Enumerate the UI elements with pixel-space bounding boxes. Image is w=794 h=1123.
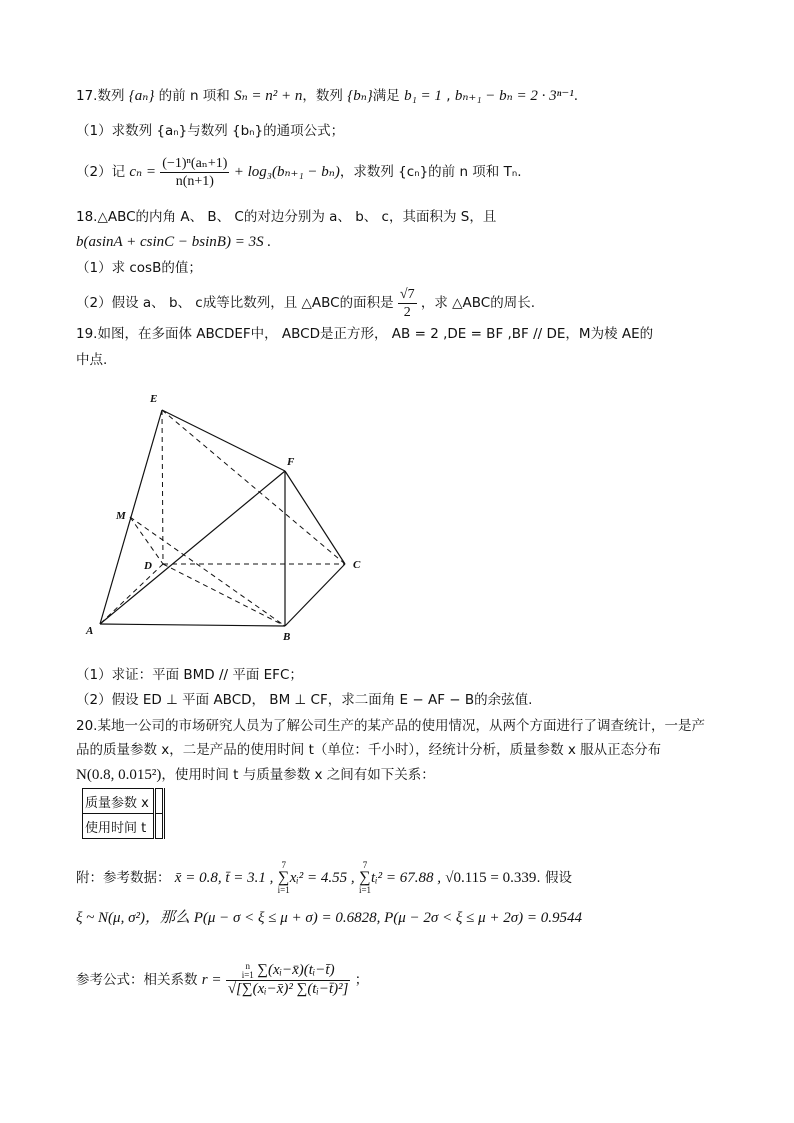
q20-normal-distribution: ξ ~ N(μ, σ²)，那么 P(μ − σ < ξ ≤ μ + σ) = 0.6828, P(μ − 2σ < ξ ≤ μ + 2σ) = 0.9544 xyxy=(76,910,583,926)
q20-relation-table xyxy=(82,788,165,839)
table-row xyxy=(83,789,164,814)
table-row xyxy=(83,814,164,839)
q19-statement-cont: 中点. xyxy=(76,352,108,368)
label-D: D xyxy=(144,560,152,572)
q17-statement: 17.数列 {aₙ} 的前 n 项和 Sₙ = n² + n，数列 {bₙ}满足 b₁ = 1 , bₙ₊₁ − bₙ = 2 · 3ⁿ⁻¹. xyxy=(76,88,579,104)
polyhedron-figure xyxy=(80,388,370,643)
summation-symbol: 7 ∑ i=1 xyxy=(358,860,372,895)
label-A: A xyxy=(86,625,94,637)
q18-area-fraction: $\frac{√7}{2}$ xyxy=(399,286,415,320)
label-B: B xyxy=(283,631,291,643)
q18-part1: （1）求 cosB的值； xyxy=(76,260,202,276)
edge-MB xyxy=(130,517,285,626)
q19-part2: （2）假设 ED ⊥ 平面 ABCD， BM ⊥ CF，求二面角 E − AF − B的余弦值. xyxy=(76,692,533,708)
q18-statement: 18.△ABC的内角 A、 B、 C的对边分别为 a、 b、 c，其面积为 S，且 xyxy=(76,209,497,225)
edge-EA xyxy=(100,410,162,624)
q20-statement-2: 品的质量参数 x，二是产品的使用时间 t（单位：千小时），经统计分析，质量参数 x 服从正态分布 xyxy=(76,742,662,758)
label-E: E xyxy=(150,393,158,405)
table-row-header: 质量参数 x xyxy=(83,789,155,814)
q18-condition: b(asinA + csinC − bsinB) = 3S . xyxy=(76,234,272,250)
table-row-header: 使用时间 t xyxy=(83,814,155,839)
q17-fraction: $\frac{\text{(−1)ⁿ(aₙ+1)}}{n(n+1)}$ xyxy=(162,155,228,189)
edge-EC xyxy=(162,410,345,564)
edge-MD xyxy=(130,517,163,564)
summation-symbol: 7 ∑ i=1 xyxy=(277,860,290,895)
edge-BC xyxy=(285,564,345,626)
label-M: M xyxy=(116,510,126,522)
q20-formula: 参考公式：相关系数 r = n i=1 ∑(xᵢ−x̄)(tᵢ−t̄) √[∑(xᵢ−x̄)² ∑(tᵢ−t̄)²] ； xyxy=(76,961,369,997)
correlation-fraction: n i=1 ∑(xᵢ−x̄)(tᵢ−t̄) √[∑(xᵢ−x̄)² ∑(tᵢ−t̄)²] xyxy=(227,961,349,997)
q17-part1: （1）求数列 {aₙ}与数列 {bₙ}的通项公式； xyxy=(76,123,345,139)
edge-ED xyxy=(162,410,163,564)
q17-part2: （2）记 cₙ = $\frac{\text{(−1)ⁿ(aₙ+1)}}{n(n+1)}$ + log₃(bₙ₊₁ − bₙ)，求数列 {cₙ}的前 n 项和 Tₙ. xyxy=(76,155,522,189)
q20-statement-1: 20.某地一公司的市场研究人员为了解公司生产的某产品的使用情况，从两个方面进行了调查统计，一是产 xyxy=(76,718,705,734)
edge-FA xyxy=(100,471,285,624)
label-F: F xyxy=(287,456,295,468)
edge-FC xyxy=(285,471,345,564)
q20-reference-data: 附：参考数据： x̄ = 0.8, t̄ = 3.1 , 7 ∑ i=1xᵢ² = 4.55 , 7 ∑ i=1tᵢ² = 67.88 , √0.115 = 0.339. 假设 xyxy=(76,860,572,895)
edge-EF xyxy=(162,410,285,471)
q20-statement-3: N(0.8, 0.015²)，使用时间 t 与质量参数 x 之间有如下关系： xyxy=(76,767,435,783)
q19-part1: （1）求证：平面 BMD // 平面 EFC； xyxy=(76,667,303,683)
edge-AB xyxy=(100,624,285,626)
label-C: C xyxy=(353,559,361,571)
q18-part2: （2）假设 a、 b、 c成等比数列，且 △ABC的面积是 $\frac{√7}{2}$ ，求 △ABC的周长. xyxy=(76,286,536,320)
edge-DA xyxy=(100,564,163,624)
edge-DB xyxy=(163,564,285,626)
q19-statement: 19.如图，在多面体 ABCDEF中， ABCD是正方形， AB = 2 ,DE = BF ,BF // DE，M为棱 AE的 xyxy=(76,326,654,342)
